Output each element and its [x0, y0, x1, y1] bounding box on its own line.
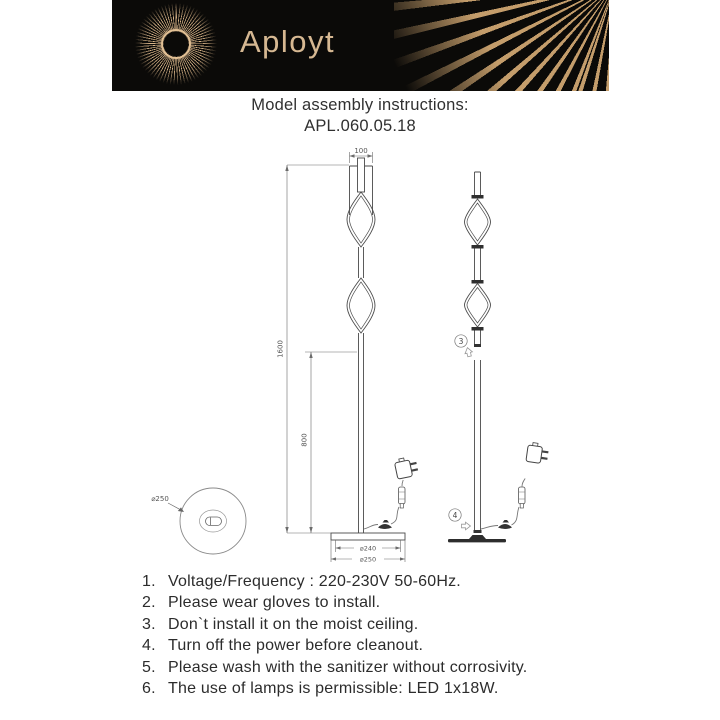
foot-switch	[378, 524, 392, 529]
front-view	[331, 158, 405, 540]
starburst-logo-icon	[134, 2, 218, 86]
leaf-shade-2	[347, 278, 375, 333]
list-item-number: 3.	[142, 615, 156, 633]
front-view-cord	[364, 456, 419, 529]
top-rod	[358, 158, 365, 192]
list-item	[142, 657, 642, 678]
list-item	[142, 678, 642, 699]
list-item-text: Turn off the power before cleanout.	[168, 637, 424, 655]
lamp-drawing-svg	[100, 143, 620, 570]
list-item-number: 2.	[142, 594, 156, 612]
list-item	[142, 635, 642, 656]
list-item-number: 5.	[142, 658, 156, 676]
inline-connector	[399, 487, 406, 504]
list-item-number: 4.	[142, 637, 156, 655]
list-item-text: Please wash with the sanitizer without corrosivity.	[168, 658, 528, 676]
instruction-list	[142, 571, 642, 699]
mid-pole	[359, 247, 364, 278]
svg-text:3: 3	[458, 336, 464, 346]
callout-step-4	[449, 509, 471, 530]
insert-up-arrow-icon	[464, 347, 474, 358]
power-plug	[394, 456, 419, 480]
assembly-view	[448, 172, 506, 542]
assembly-view-cord	[481, 442, 549, 529]
dim-total-height: 1600	[276, 340, 285, 358]
svg-text:4: 4	[452, 510, 458, 520]
dim-base-outer: ⌀250	[359, 555, 377, 564]
list-item	[142, 592, 642, 613]
upper-tube	[350, 166, 373, 215]
lower-pole	[359, 333, 364, 533]
dim-upper-pole: 800	[300, 433, 309, 447]
list-item-text: Please wear gloves to install.	[168, 594, 381, 612]
model-number: APL.060.05.18	[304, 116, 416, 135]
list-item-number: 6.	[142, 679, 156, 697]
power-plug	[526, 442, 550, 464]
base-slot	[206, 517, 222, 526]
brand-name: Aployt	[240, 24, 336, 59]
inline-connector	[519, 487, 526, 504]
attach-right-arrow-icon	[462, 522, 471, 530]
dim-base-inner: ⌀240	[359, 544, 377, 553]
list-item-number: 1.	[142, 573, 156, 590]
dim-base-top-view: ⌀250	[151, 495, 169, 503]
list-item	[142, 614, 642, 635]
leaf-shade-1	[347, 192, 375, 247]
technical-drawing	[100, 143, 620, 570]
list-item	[142, 571, 642, 592]
dim-top-width: 100	[354, 147, 368, 155]
decorative-rays	[394, 0, 609, 91]
title-block	[0, 95, 720, 136]
page-title: Model assembly instructions:	[251, 96, 469, 114]
list-item-text: Don`t install it on the moist ceiling.	[168, 615, 419, 633]
front-view-dimensions	[285, 152, 405, 562]
foot-switch	[498, 524, 512, 529]
callout-step-3	[455, 335, 473, 357]
list-item-text: The use of lamps is permissible: LED 1x18W.	[168, 679, 499, 697]
brand-banner	[112, 0, 609, 91]
list-item-text: Voltage/Frequency : 220-230V 50-60Hz.	[168, 573, 461, 590]
base-top-view	[151, 488, 246, 554]
base-side-view	[331, 533, 405, 540]
assembly-base	[448, 539, 506, 542]
